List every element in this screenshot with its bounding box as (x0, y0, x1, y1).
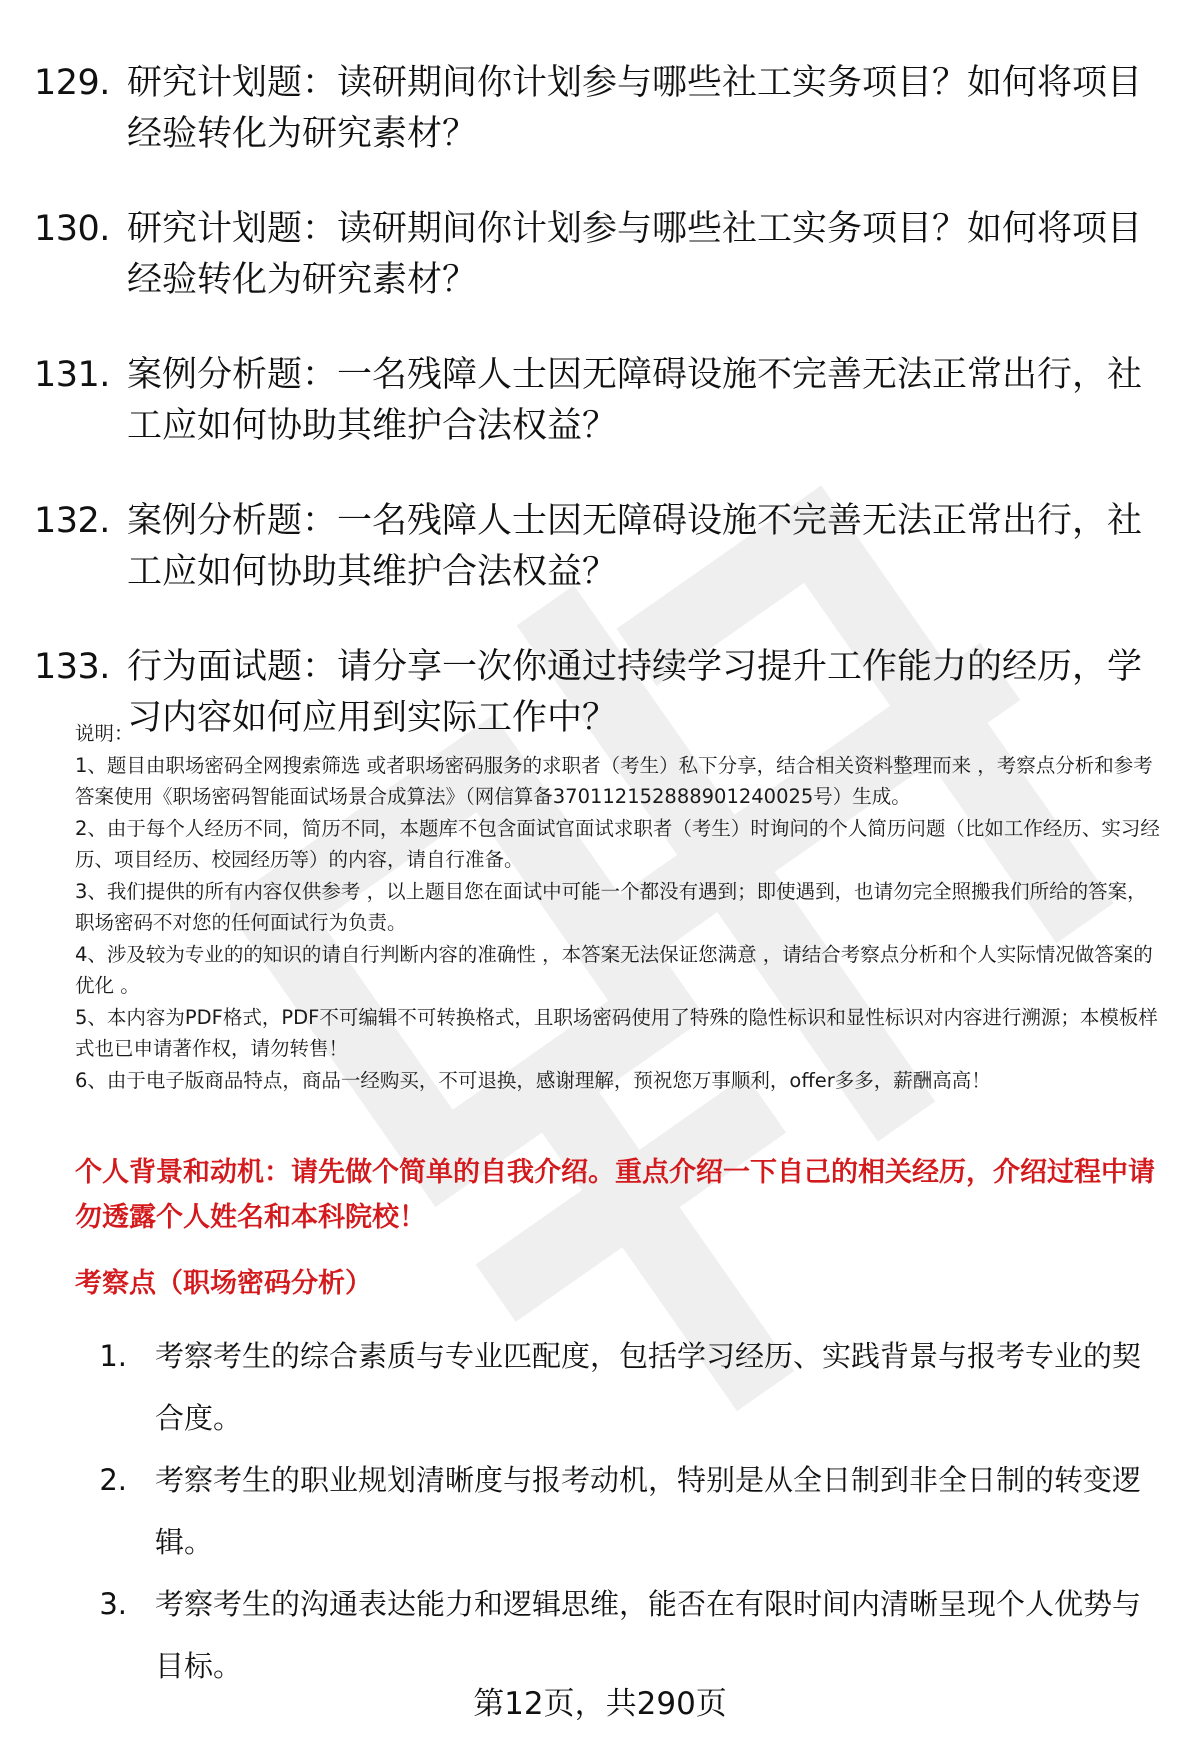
question-number: 133. (34, 647, 110, 687)
note-item: 5、本内容为PDF格式，PDF不可编辑不可转换格式，且职场密码使用了特殊的隐性标识和显性标识对内容进行溯源；本模板样式也已申请著作权，请勿转售！ (75, 1005, 1158, 1060)
question-text: 研究计划题：读研期间你计划参与哪些社工实务项目？如何将项目经验转化为研究素材？ (127, 63, 1143, 154)
note-item: 4、涉及较为专业的的知识的请自行判断内容的准确性 ，本答案无法保证您满意 ，请结合考察点分析和个人实际情况做答案的优化 。 (75, 942, 1153, 997)
evaluation-points-list (75, 1325, 1165, 1697)
evaluation-point (75, 1449, 1165, 1573)
note-item: 3、我们提供的所有内容仅供参考 ，以上题目您在面试中可能一个都没有遇到；即使遇到，也请勿完全照搬我们所给的答案，职场密码不对您的任何面试行为负责。 (75, 879, 1147, 934)
notes-block (75, 718, 1160, 1096)
question-list (34, 58, 1174, 788)
question-text: 案例分析题：一名残障人士因无障碍设施不完善无法正常出行，社工应如何协助其维护合法权益？ (127, 501, 1143, 592)
point-text: 考察考生的职业规划清晰度与报考动机，特别是从全日制到非全日制的转变逻辑。 (155, 1463, 1142, 1559)
question-number: 132. (34, 501, 110, 541)
question-item (34, 58, 1174, 160)
evaluation-points-heading: 考察点（职场密码分析） (75, 1268, 372, 1299)
question-text: 案例分析题：一名残障人士因无障碍设施不完善无法正常出行，社工应如何协助其维护合法权益？ (127, 355, 1143, 446)
page-footer: 第12页，共290页 (473, 1686, 727, 1722)
point-text: 考察考生的综合素质与专业匹配度，包括学习经历、实践背景与报考专业的契合度。 (155, 1339, 1142, 1435)
note-item: 1、题目由职场密码全网搜索筛选 或者职场密码服务的求职者（考生）私下分享，结合相关资料整理而来 ，考察点分析和参考答案使用《职场密码智能面试场景合成算法》（网信算备370112152888901240025号）生成。 (75, 753, 1153, 808)
question-item (34, 204, 1174, 306)
evaluation-point (75, 1325, 1165, 1449)
note-item: 6、由于电子版商品特点，商品一经购买，不可退换，感谢理解，预祝您万事顺利，offer多多，薪酬高高！ (75, 1068, 991, 1092)
point-number: 2. (99, 1463, 127, 1497)
notes-heading: 说明： (75, 722, 134, 745)
point-number: 3. (99, 1587, 127, 1621)
question-item (34, 350, 1174, 452)
question-number: 129. (34, 63, 110, 103)
question-text: 行为面试题：请分享一次你通过持续学习提升工作能力的经历，学习内容如何应用到实际工作中？ (127, 647, 1143, 738)
point-number: 1. (99, 1339, 127, 1373)
point-text: 考察考生的沟通表达能力和逻辑思维，能否在有限时间内清晰呈现个人优势与目标。 (155, 1587, 1142, 1683)
question-number: 131. (34, 355, 110, 395)
question-item (34, 496, 1174, 598)
note-item: 2、由于每个人经历不同，简历不同，本题库不包含面试官面试求职者（考生）时询问的个人简历问题（比如工作经历、实习经历、项目经历、校园经历等）的内容，请自行准备。 (75, 816, 1160, 871)
evaluation-point (75, 1573, 1165, 1697)
question-text: 研究计划题：读研期间你计划参与哪些社工实务项目？如何将项目经验转化为研究素材？ (127, 209, 1143, 300)
question-number: 130. (34, 209, 110, 249)
section-question-heading: 个人背景和动机：请先做个简单的自我介绍。重点介绍一下自己的相关经历，介绍过程中请勿透露个人姓名和本科院校！ (75, 1157, 1155, 1233)
